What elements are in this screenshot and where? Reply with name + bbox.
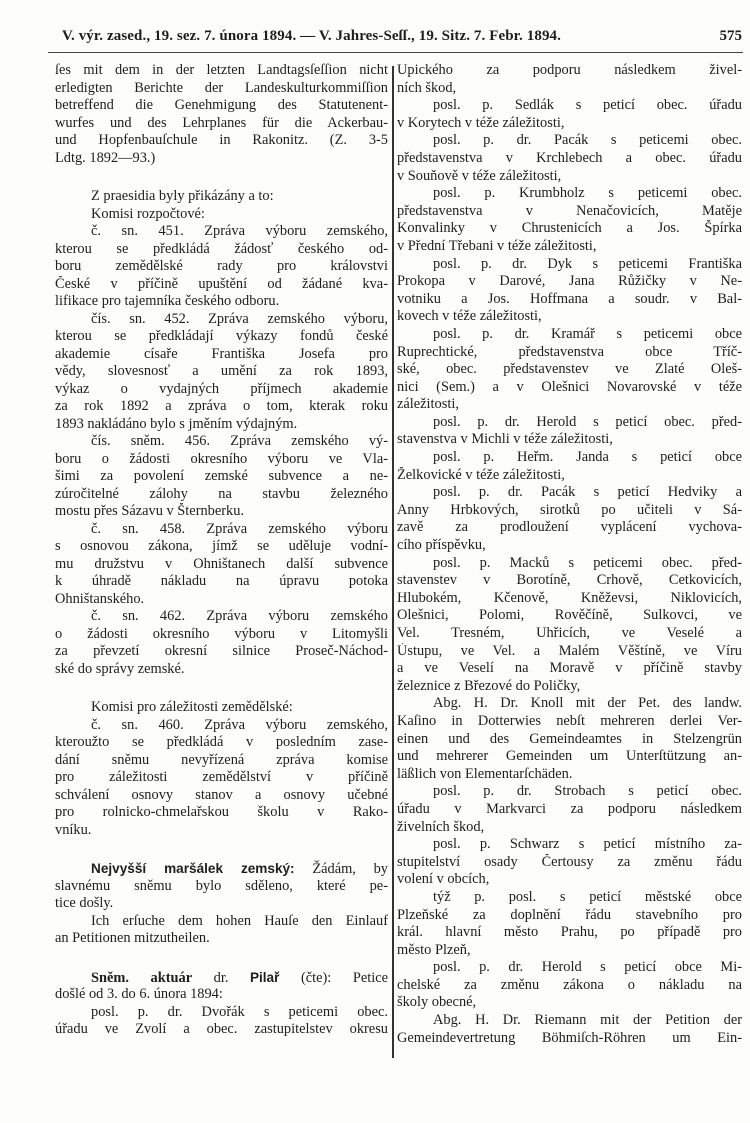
text-line: posl. p. Schwarz s peticí místního za- — [433, 836, 742, 853]
column-divider — [392, 66, 394, 1058]
text-segment: (čte): Petice — [279, 969, 388, 986]
text-line: posl. p. Heřm. Janda s peticí obce — [433, 449, 742, 466]
paragraph — [55, 1004, 388, 1039]
text-line: živelních škod, — [397, 818, 485, 835]
paragraph — [55, 608, 388, 678]
text-line: výkaz o vydajných příjmech akademie — [55, 380, 388, 397]
text-line: Komisi pro záležitosti zemědělské: — [91, 699, 293, 715]
paragraph — [397, 326, 742, 414]
text-line: v Přední Třebani v téže záležitosti, — [397, 237, 597, 254]
text-line: slavnému sněmu bylo sděleno, které pe- — [55, 877, 388, 894]
paragraph — [397, 97, 742, 132]
text-line: posl. p. Krumbholz s peticemi obec. — [433, 185, 742, 202]
paragraph — [397, 256, 742, 326]
paragraph — [397, 889, 742, 959]
paragraph — [397, 449, 742, 484]
paragraph — [397, 959, 742, 1012]
text-line: za převzetí okresní silnice Proseč-Náchod- — [55, 643, 388, 659]
text-line: Kaſino in Dotterwies nebſt mehreren derlei Ver- — [397, 712, 742, 729]
paragraph — [55, 521, 388, 609]
text-line: Abg. H. Dr. Riemann mit der Petition der — [433, 1012, 742, 1029]
text-line: město Plzeň, — [397, 941, 471, 958]
text-line: Prokopa v Darové, Jana Růžičky v Ne- — [397, 273, 742, 290]
text-line: posl. p. dr. Kramář s peticemi obce — [433, 325, 742, 342]
paragraph — [55, 433, 388, 521]
text-line: 1893 nakládáno bylo s jměním výdajným. — [55, 415, 298, 432]
text-line: einen und des Gemeindeamtes in Stelzengrün — [397, 730, 742, 747]
text-line: zavě za prodloužení vyplácení vychova- — [397, 519, 742, 536]
paragraph — [55, 699, 388, 717]
text-line: týž p. posl. s peticí městské obce — [433, 888, 742, 905]
text-line: kovech v téže záležitosti, — [397, 308, 542, 325]
text-line: Konvalinky v Chrustenicích a Jos. Špírka — [397, 220, 742, 237]
text-line: Plzeňské za doplnění řádu stavebního pro — [397, 906, 742, 923]
text-line: posl. p. Sedlák s peticí obec. úřadu — [433, 97, 742, 114]
paragraph — [397, 62, 742, 97]
text-section — [55, 188, 388, 678]
paragraph — [55, 223, 388, 311]
text-line: školy obecné, — [397, 994, 477, 1011]
text-line: vědy, slovesnosť a umění za rok 1893, — [55, 363, 388, 379]
text-line: wurfes und des Lehrplanes für die Ackerbau- — [55, 114, 388, 131]
left-column — [55, 62, 388, 1039]
speaker-name: Pilař — [249, 969, 280, 985]
text-line: za rok 1892 a zpráva o tom, kterak roku — [55, 398, 388, 414]
paragraph — [55, 62, 388, 167]
text-line: lifikace pro tajemníka českého odboru. — [55, 293, 280, 309]
text-section — [397, 62, 742, 1047]
text-line: č. sn. 458. Zpráva zemského výboru — [91, 520, 388, 537]
paragraph — [397, 695, 742, 783]
paragraph — [55, 206, 388, 224]
text-line: posl. p. dr. Dvořák s peticemi obec. — [91, 1003, 388, 1020]
text-line: Gemeindevertretung Böhmiſch-Röhren um Ein- — [397, 1029, 742, 1046]
text-line: Ich erſuche dem hohen Hauſe den Einlauf — [91, 912, 388, 929]
text-line: České v příčině upuštění od žádané kva- — [55, 275, 388, 292]
text-line: ních škod, — [397, 79, 457, 96]
text-line: und Hopfenbauſchule in Rakonitz. (Z. 3-5 — [55, 132, 388, 148]
paragraph — [55, 188, 388, 206]
text-line: votniku a Jos. Hoffmana a soudr. v Bal- — [397, 290, 742, 307]
text-line: šimi za povolení zemské subvence a ne- — [55, 468, 388, 484]
text-line: betreffend die Genehmigung des Statutenent- — [55, 97, 388, 113]
header-divider — [48, 52, 743, 53]
text-line: Olešnici, Polomi, Rověčíně, Sulkovci, ve — [397, 607, 742, 624]
text-line: č. sn. 451. Zpráva výboru zemského, — [91, 223, 388, 239]
text-line: vníku. — [55, 821, 92, 838]
text-line — [55, 969, 388, 987]
text-line: v Souňově v téže záležitosti, — [397, 167, 562, 184]
text-line: an Petitionen mitzutheilen. — [55, 930, 210, 946]
text-line: erledigten Berichte der Landeskulturkommiſſion — [55, 79, 388, 96]
text-line: a ve Veselí na Moravě v příčině stavby — [397, 660, 742, 677]
text-line: posl. p. dr. Pacák s peticí Hedviky a — [433, 484, 742, 501]
text-line: úřadu ve Zvolí a obec. zastupitelstev okresu — [55, 1021, 388, 1037]
paragraph — [397, 783, 742, 836]
paragraph — [55, 717, 388, 840]
page-number: 575 — [719, 28, 742, 44]
text-line: Želkovické v téže záležitosti, — [397, 466, 565, 483]
paragraph — [397, 185, 742, 255]
text-line: úřadu v Markvarci za podporu následkem — [397, 800, 742, 817]
text-segment: dr. — [192, 969, 250, 986]
paragraph — [397, 132, 742, 185]
right-column — [397, 62, 742, 1047]
paragraph — [55, 860, 388, 913]
text-line: mostu přes Sázavu v Šternberku. — [55, 503, 245, 519]
text-line: cího příspěvku, — [397, 537, 486, 554]
text-line: Vel. Tresném, Uhřicích, ve Veselé a — [397, 625, 742, 641]
speaker-name: Nejvyšší maršálek zemský: — [91, 861, 295, 876]
text-line: Z praesidia byly přikázány a to: — [91, 188, 274, 204]
text-line: posl. p. dr. Dyk s peticemi Františka — [433, 255, 742, 272]
text-line: Ohništanského. — [55, 590, 145, 607]
text-line: stupitelství osady Čertousy za změnu řádu — [397, 853, 742, 870]
text-section — [55, 699, 388, 839]
text-line: čís. sněm. 456. Zpráva zemského vý- — [91, 433, 388, 449]
text-line: č. sn. 460. Zpráva výboru zemského, — [91, 716, 388, 733]
text-line: ſes mit dem in der letzten Landtagsſeſſion nicht — [55, 62, 388, 78]
text-line: král. hlavní město Prahu, po případě pro — [397, 924, 742, 941]
text-section — [55, 969, 388, 1039]
speaker-name: Sněm. aktuár — [91, 969, 193, 986]
paragraph — [397, 1012, 742, 1047]
text-line: představenstva v Krchlebech a obec. úřadu — [397, 149, 742, 166]
text-line: pro rolnicko-chmelařskou školu v Rako- — [55, 804, 388, 820]
paragraph — [397, 836, 742, 889]
paragraph — [397, 555, 742, 696]
text-section — [55, 62, 388, 167]
text-line: došlé od 3. do 6. února 1894: — [55, 986, 223, 1002]
text-line: boru o žádosti okresního výboru ve Vla- — [55, 450, 388, 467]
text-line: stavenstev v Borotíně, Crhově, Cetkovicích, — [397, 572, 742, 589]
text-line: Anny Hrbkových, sirotků po učiteli v Sá- — [397, 501, 742, 518]
text-line: Komisi rozpočtové: — [91, 205, 205, 222]
text-line: kterou se předkládají výkazy fondů české — [55, 328, 388, 344]
paragraph — [397, 484, 742, 554]
text-line: akademie císaře Františka Josefa pro — [55, 345, 388, 362]
paragraph — [397, 414, 742, 449]
text-line: Abg. H. Dr. Knoll mit der Pet. des landw. — [433, 695, 742, 712]
text-line — [55, 860, 388, 878]
text-line: Ústupu, ve Vel. a Malém Věštíně, ve Víru — [397, 642, 742, 659]
text-line: ské do správy zemské. — [55, 660, 185, 677]
text-segment: Žádám, by — [294, 861, 388, 877]
text-line: ské, obec. představenstev ve Zlaté Oleš- — [397, 361, 742, 378]
text-line: kteroužto se předkládá v posledním zase- — [55, 734, 388, 750]
text-line: Ruprechtické, představenstva obce Tříč- — [397, 343, 742, 360]
text-line: posl. p. dr. Herold s peticí obec. před- — [433, 413, 742, 430]
text-line: s osnovou zákona, jímž se uděluje vodní- — [55, 538, 388, 554]
text-line: Hlubokém, Kčenově, Kněževsi, Niklovicích, — [397, 589, 742, 606]
text-line: Ldtg. 1892—93.) — [55, 149, 156, 166]
text-line: představenstva v Nenačovicích, Matěje — [397, 202, 742, 219]
text-line: mu družstvu v Ohništanech další subvence — [55, 555, 388, 572]
text-line: pro záležitosti zemědělství v příčině — [55, 769, 388, 785]
text-line: läßlich von Elementarſchäden. — [397, 765, 573, 782]
text-line: stavenstva v Michli v téže záležitosti, — [397, 431, 613, 448]
running-header — [62, 28, 742, 50]
text-line: tice došly. — [55, 895, 114, 911]
text-line: posl. p. dr. Strobach s peticí obec. — [433, 783, 742, 800]
text-line: nici (Sem.) a v Olešnici Novarovské v téže — [397, 378, 742, 395]
text-line: č. sn. 462. Zpráva výboru zemského — [91, 608, 388, 624]
text-line: záležitosti, — [397, 396, 459, 413]
text-line: schválení osnovy stanov a osnovy učebné — [55, 786, 388, 803]
text-line: zúročitelné zálohy na stavbu železného — [55, 485, 388, 502]
running-header-title: V. výr. zased., 19. sez. 7. února 1894. — V. Jahres-Seſſ., 19. Sitz. 7. Febr. 1894. — [62, 28, 562, 44]
text-section — [55, 860, 388, 948]
text-line: v Korytech v téže záležitosti, — [397, 114, 565, 131]
text-line: volení v obcích, — [397, 871, 490, 888]
text-line: boru zemědělské rady pro královstvi — [55, 258, 388, 274]
text-line: chelské za změnu zákona o nákladu na — [397, 976, 742, 993]
text-line: čís. sn. 452. Zpráva zemského výboru, — [91, 310, 388, 327]
text-line: Upického za podporu následkem živel- — [397, 62, 742, 78]
text-line: o žádosti okresního výboru v Litomyšli — [55, 625, 388, 642]
text-line: železnice z Březové do Poličky, — [397, 677, 581, 694]
text-line: dání sněmu nevyřízená zpráva komise — [55, 751, 388, 768]
text-line: k úhradě nákladu na úpravu potoka — [55, 573, 388, 589]
paragraph — [55, 913, 388, 948]
paragraph — [55, 969, 388, 1004]
paragraph — [55, 311, 388, 434]
text-line: posl. p. Macků s peticemi obec. před- — [433, 554, 742, 571]
text-line: posl. p. dr. Herold s peticí obce Mi- — [433, 959, 742, 976]
text-line: und mehrerer Gemeinden um Unterſtützung an- — [397, 748, 742, 765]
text-line: posl. p. dr. Pacák s peticemi obec. — [433, 132, 742, 149]
text-line: kterou se předkládá žádosť českého od- — [55, 240, 388, 257]
